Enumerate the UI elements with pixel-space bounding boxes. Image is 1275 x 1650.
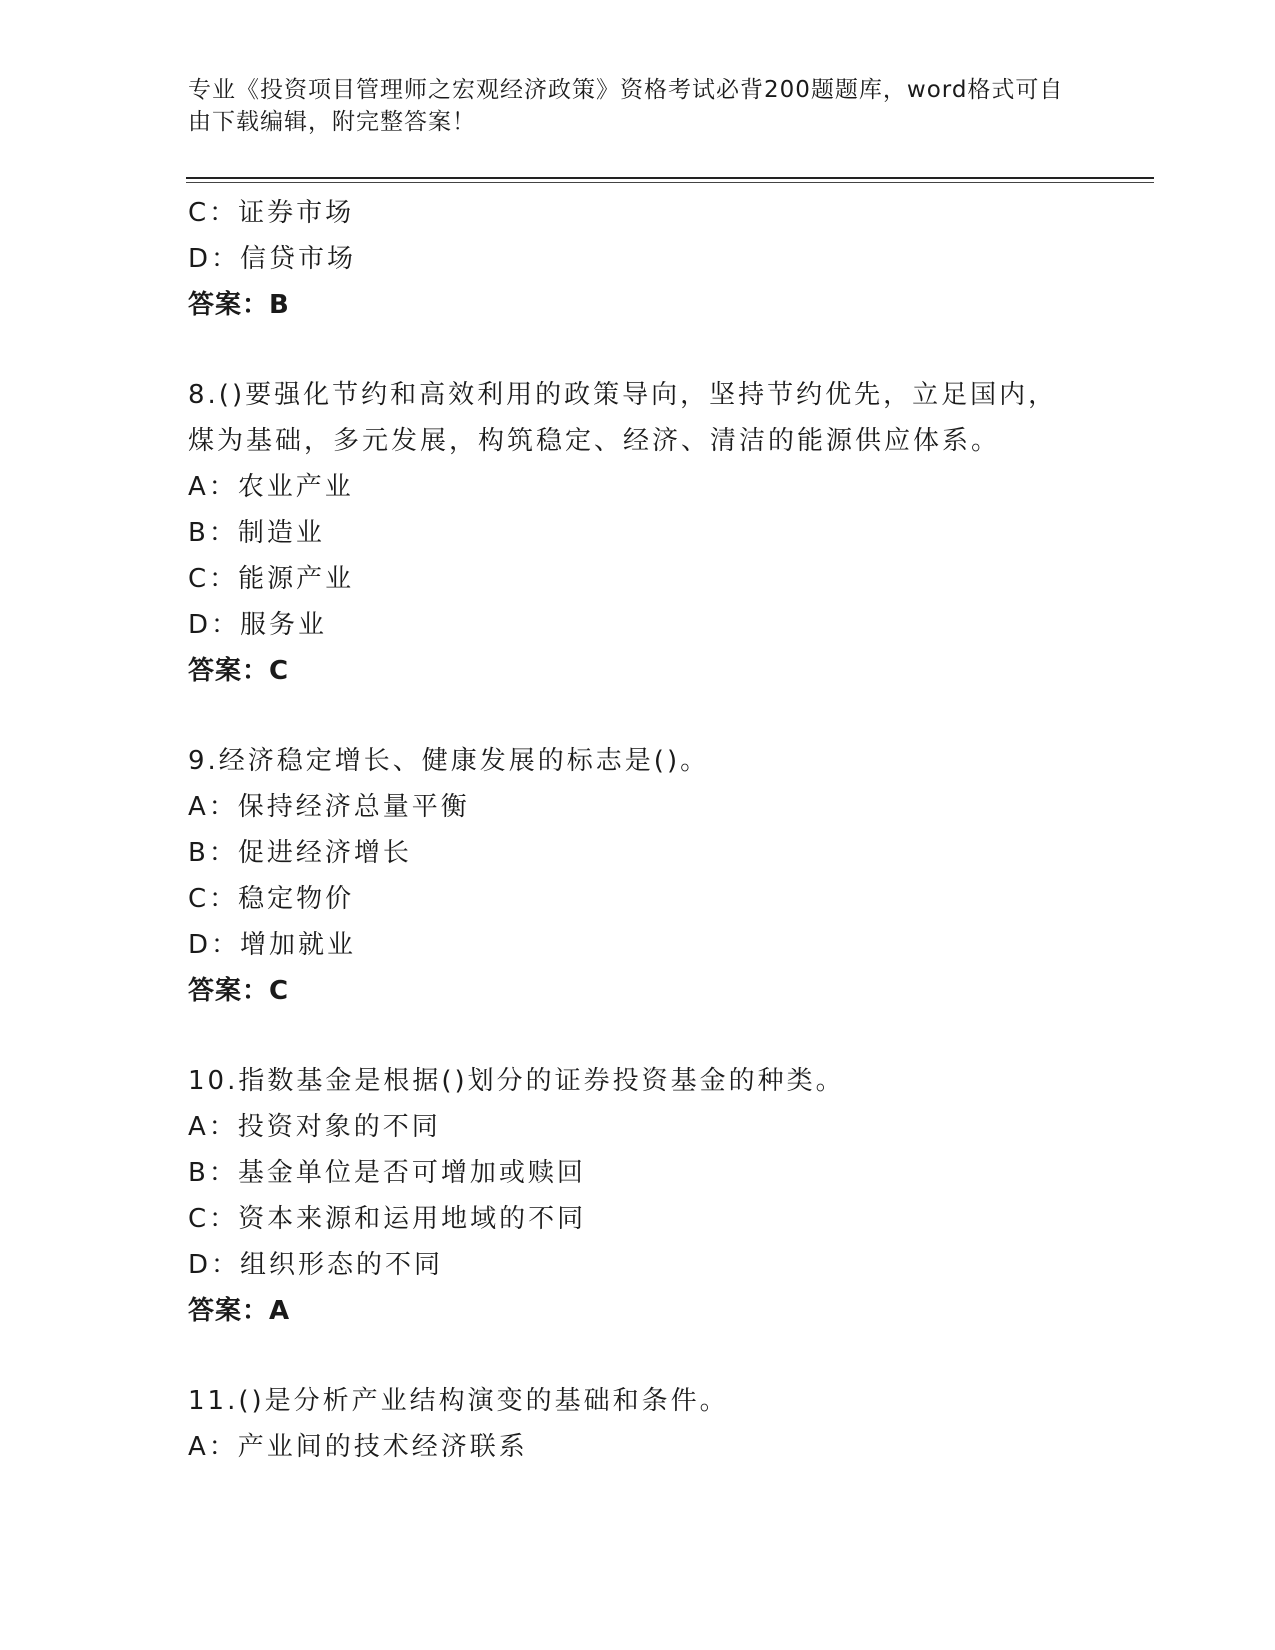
question-spacer [188, 328, 1148, 372]
question-spacer [188, 694, 1148, 738]
answer-line: 答案：C [188, 976, 290, 1006]
option-d: D：组织形态的不同 [188, 1250, 444, 1280]
option-b: B：促进经济增长 [188, 838, 412, 868]
option-c: C：稳定物价 [188, 884, 355, 914]
question-stem: 11.()是分析产业结构演变的基础和条件。 [188, 1386, 729, 1416]
question-stem: 10.指数基金是根据()划分的证券投资基金的种类。 [188, 1066, 845, 1096]
question-11 [188, 1378, 1148, 1470]
option-a: A：保持经济总量平衡 [188, 792, 470, 822]
option-b: B：基金单位是否可增加或赎回 [188, 1158, 586, 1188]
header-divider-thin [186, 182, 1154, 183]
question-9 [188, 738, 1148, 1014]
document-header: 专业《投资项目管理师之宏观经济政策》资格考试必背200题题库，word格式可自由下载编辑，附完整答案！ [188, 77, 1064, 135]
answer-line: 答案：A [188, 1296, 291, 1326]
option-c: C：能源产业 [188, 564, 355, 594]
option-d: D：服务业 [188, 610, 328, 640]
option-c: C：资本来源和运用地域的不同 [188, 1204, 587, 1234]
answer-line: 答案：C [188, 656, 290, 686]
option-a: A：农业产业 [188, 472, 354, 502]
answer-line: 答案：B [188, 290, 290, 320]
question-stem: 8.()要强化节约和高效利用的政策导向，坚持节约优先，立足国内，煤为基础，多元发展，构筑稳定、经济、清洁的能源供应体系。 [188, 380, 1058, 456]
header-divider-thick [186, 177, 1154, 179]
question-7-tail [188, 190, 1148, 328]
question-stem: 9.经济稳定增长、健康发展的标志是()。 [188, 746, 710, 776]
question-8 [188, 372, 1148, 694]
question-spacer [188, 1014, 1148, 1058]
option-d: D：信贷市场 [188, 244, 357, 274]
question-10 [188, 1058, 1148, 1334]
option-a: A：投资对象的不同 [188, 1112, 441, 1142]
question-list [188, 190, 1148, 1470]
option-d: D：增加就业 [188, 930, 357, 960]
option-b: B：制造业 [188, 518, 325, 548]
question-spacer [188, 1334, 1148, 1378]
option-c: C：证券市场 [188, 198, 355, 228]
option-a: A：产业间的技术经济联系 [188, 1432, 528, 1462]
